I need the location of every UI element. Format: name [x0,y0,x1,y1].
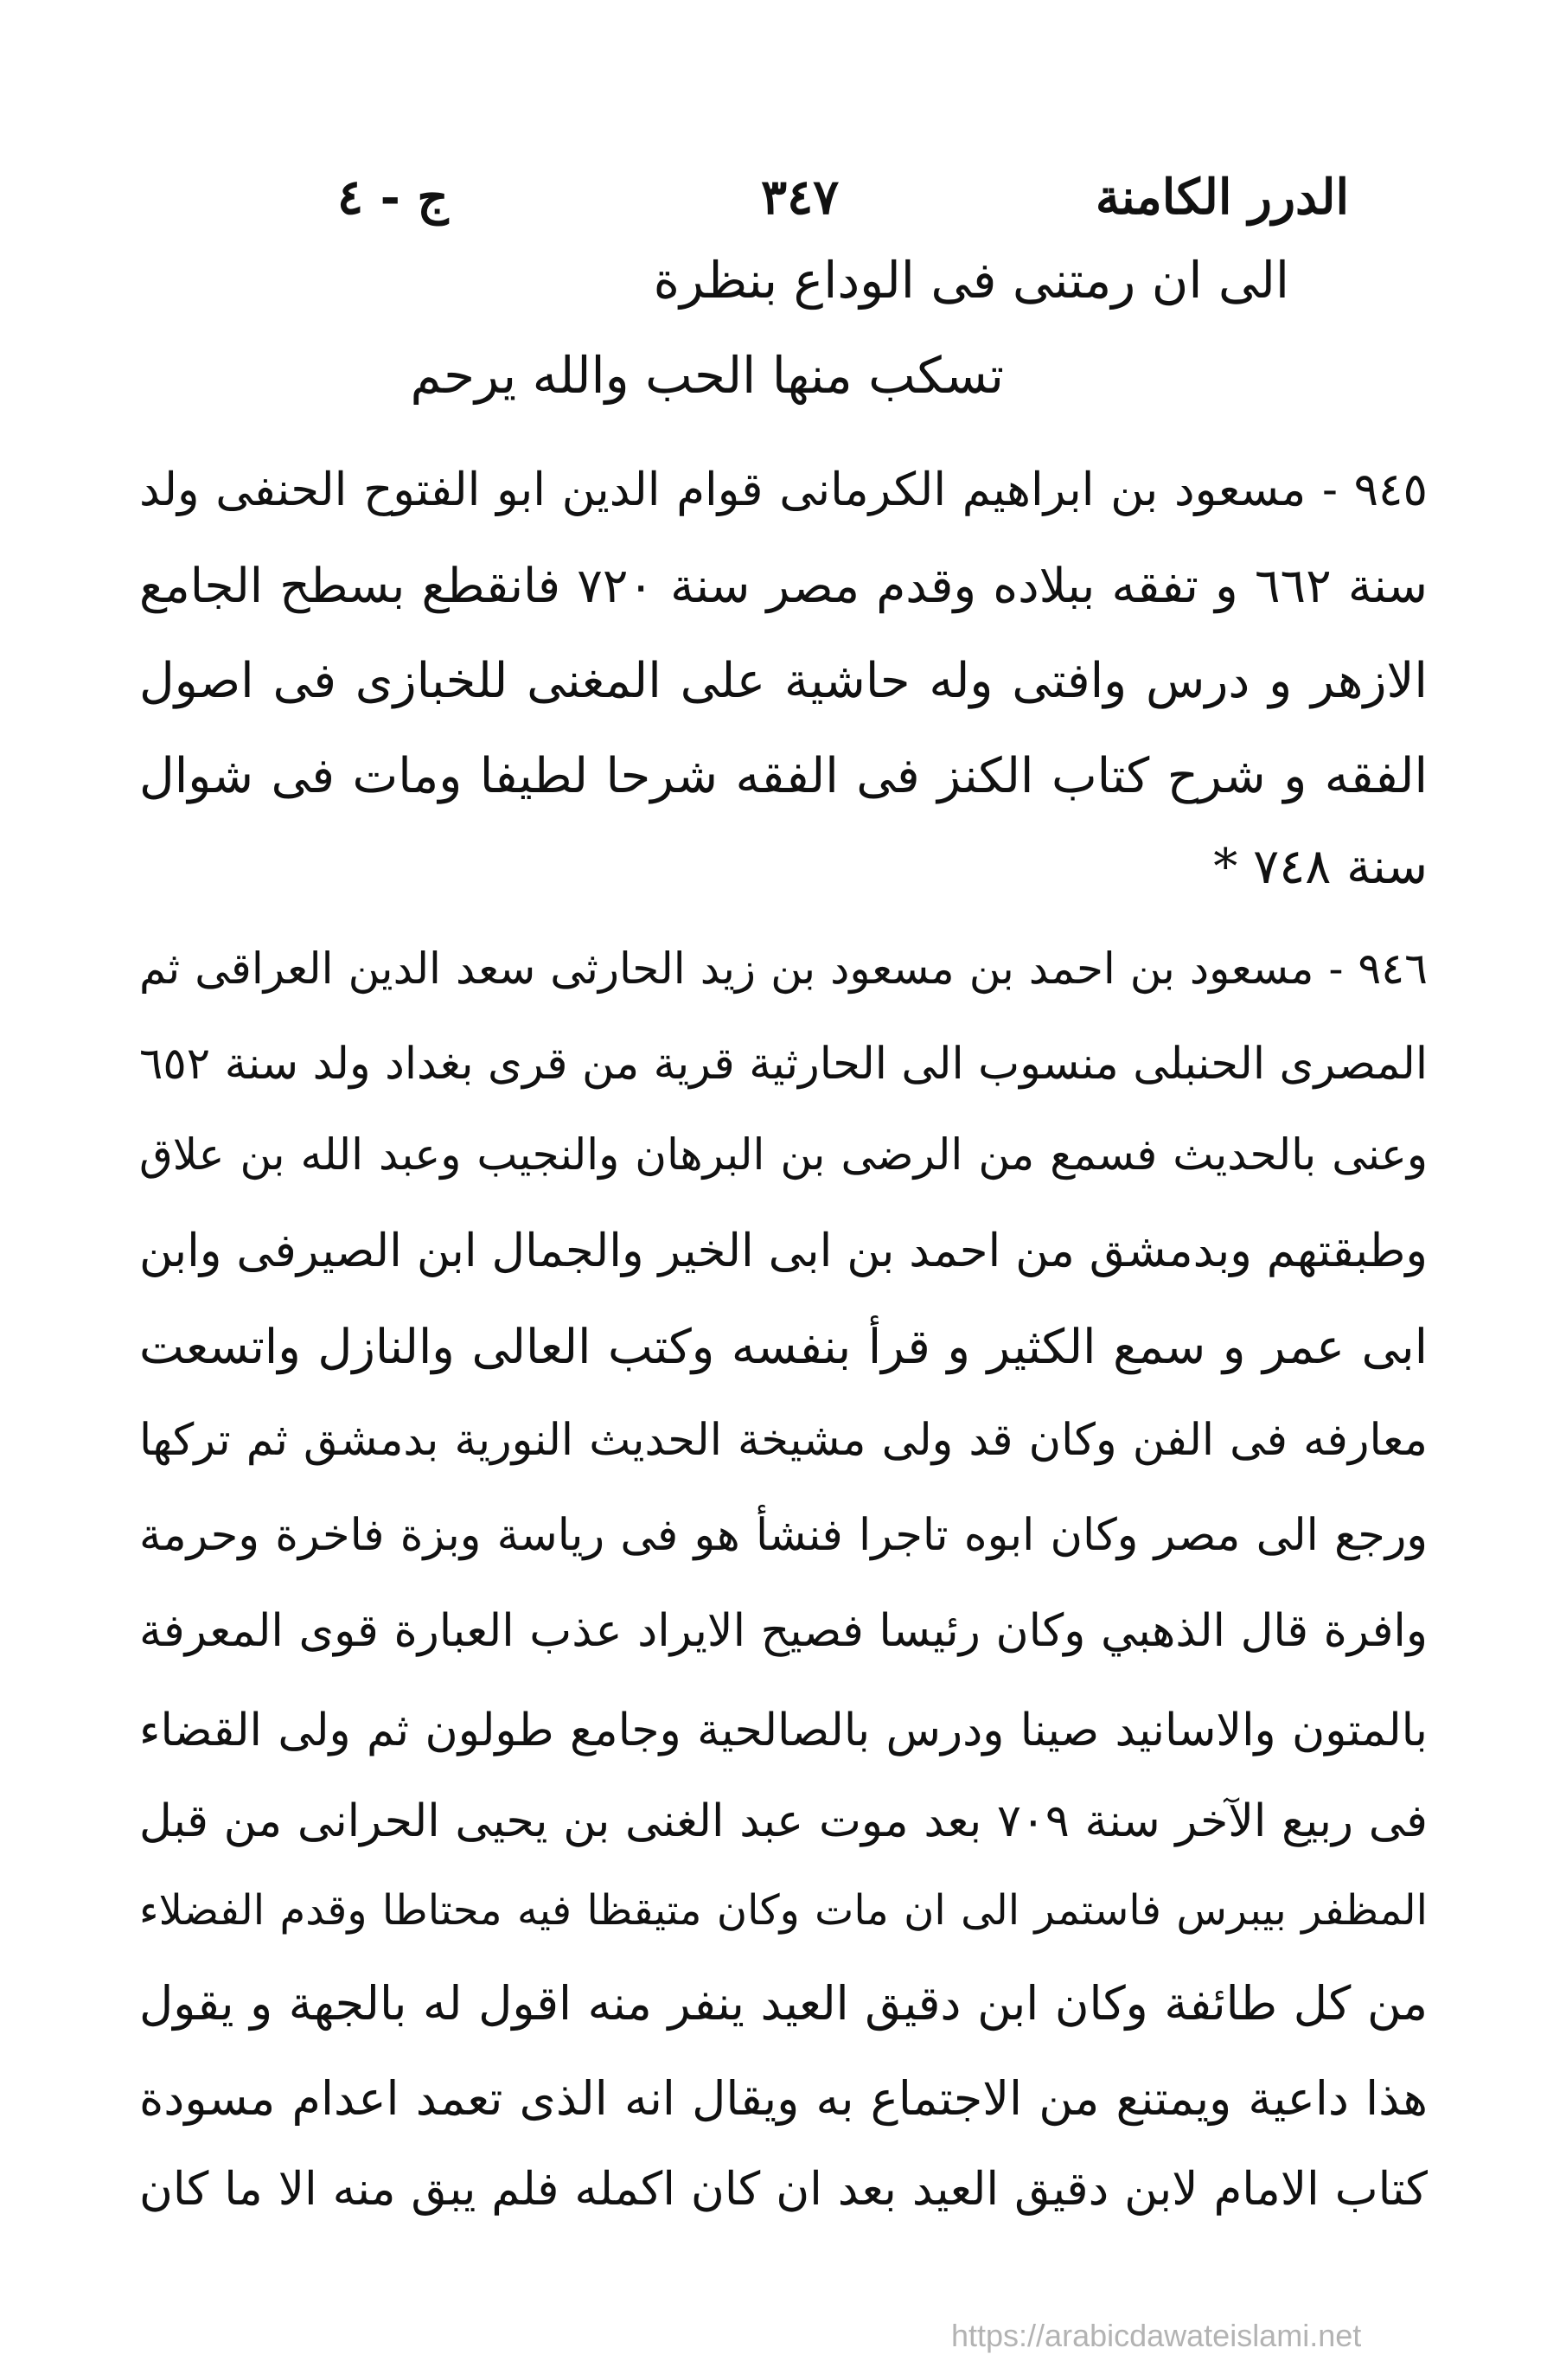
text-line: فى ربيع الآخر سنة ٧٠٩ بعد موت عبد الغنى بن يحيى الحرانى من قبل [139,1795,1428,1847]
text-line: سنة ٦٦٢ و تفقه ببلاده وقدم مصر سنة ٧٢٠ فانقطع بسطح الجامع [139,558,1429,613]
text-line: من كل طائفة وكان ابن دقيق العيد ينفر منه اقول له بالجهة و يقول [139,1976,1428,2031]
volume-label: ج - ٤ [337,169,449,226]
text-line: بالمتون والاسانيد صينا ودرس بالصالحية وجامع طولون ثم ولى القضاء [139,1705,1428,1756]
text-line: وطبقتهم وبدمشق من احمد بن ابى الخير والجمال ابن الصيرفى وابن [139,1225,1428,1277]
text-line: هذا داعية ويمتنع من الاجتماع به ويقال انه الذى تعمد اعدام مسودة [139,2071,1428,2126]
running-header [337,169,1349,246]
book-title: الدرر الكامنة [1095,169,1349,226]
text-line: ٩٤٦ - مسعود بن احمد بن مسعود بن زيد الحارثى سعد الدين العراقى ثم [139,944,1428,994]
verse-line: الى ان رمتنى فى الوداع بنظرة [653,251,1289,310]
text-line: وعنى بالحديث فسمع من الرضى بن البرهان والنجيب وعبد الله بن علاق [139,1129,1428,1180]
text-line: المصرى الحنبلى منسوب الى الحارثية قرية من قرى بغداد ولد سنة ٦٥٢ [139,1039,1428,1090]
text-line: وافرة قال الذهبي وكان رئيسا فصيح الايراد عذب العبارة قوى المعرفة [139,1605,1428,1657]
text-line: ابى عمر و سمع الكثير و قرأ بنفسه وكتب العالى والنازل واتسعت [139,1319,1428,1374]
text-line: الازهر و درس وافتى وله حاشية على المغنى للخبازى فى اصول [139,653,1428,709]
text-line: ورجع الى مصر وكان ابوه تاجرا فنشأ هو فى رياسة وبزة فاخرة وحرمة [139,1510,1428,1561]
text-line: معارفه فى الفن وكان قد ولى مشيخة الحديث النورية بدمشق ثم تركها [139,1415,1428,1466]
text-line: كتاب الامام لابن دقيق العيد بعد ان كان اكمله فلم يبق منه الا ما كان [139,2163,1428,2216]
watermark-url: https://arabicdawateislami.net [951,2318,1362,2353]
text-line: الفقه و شرح كتاب الكنز فى الفقه شرحا لطيفا ومات فى شوال [139,748,1428,804]
text-line: سنة ٧٤٨ * [1213,839,1428,895]
page-number: ٣٤٧ [761,169,840,226]
verse-line: تسكب منها الحب والله يرحم [410,346,1004,405]
text-line: المظفر بيبرس فاستمر الى ان مات وكان متيقظا فيه محتاطا وقدم الفضلاء [139,1886,1428,1935]
text-line: ٩٤٥ - مسعود بن ابراهيم الكرمانى قوام الدين ابو الفتوح الحنفى ولد [139,464,1428,516]
